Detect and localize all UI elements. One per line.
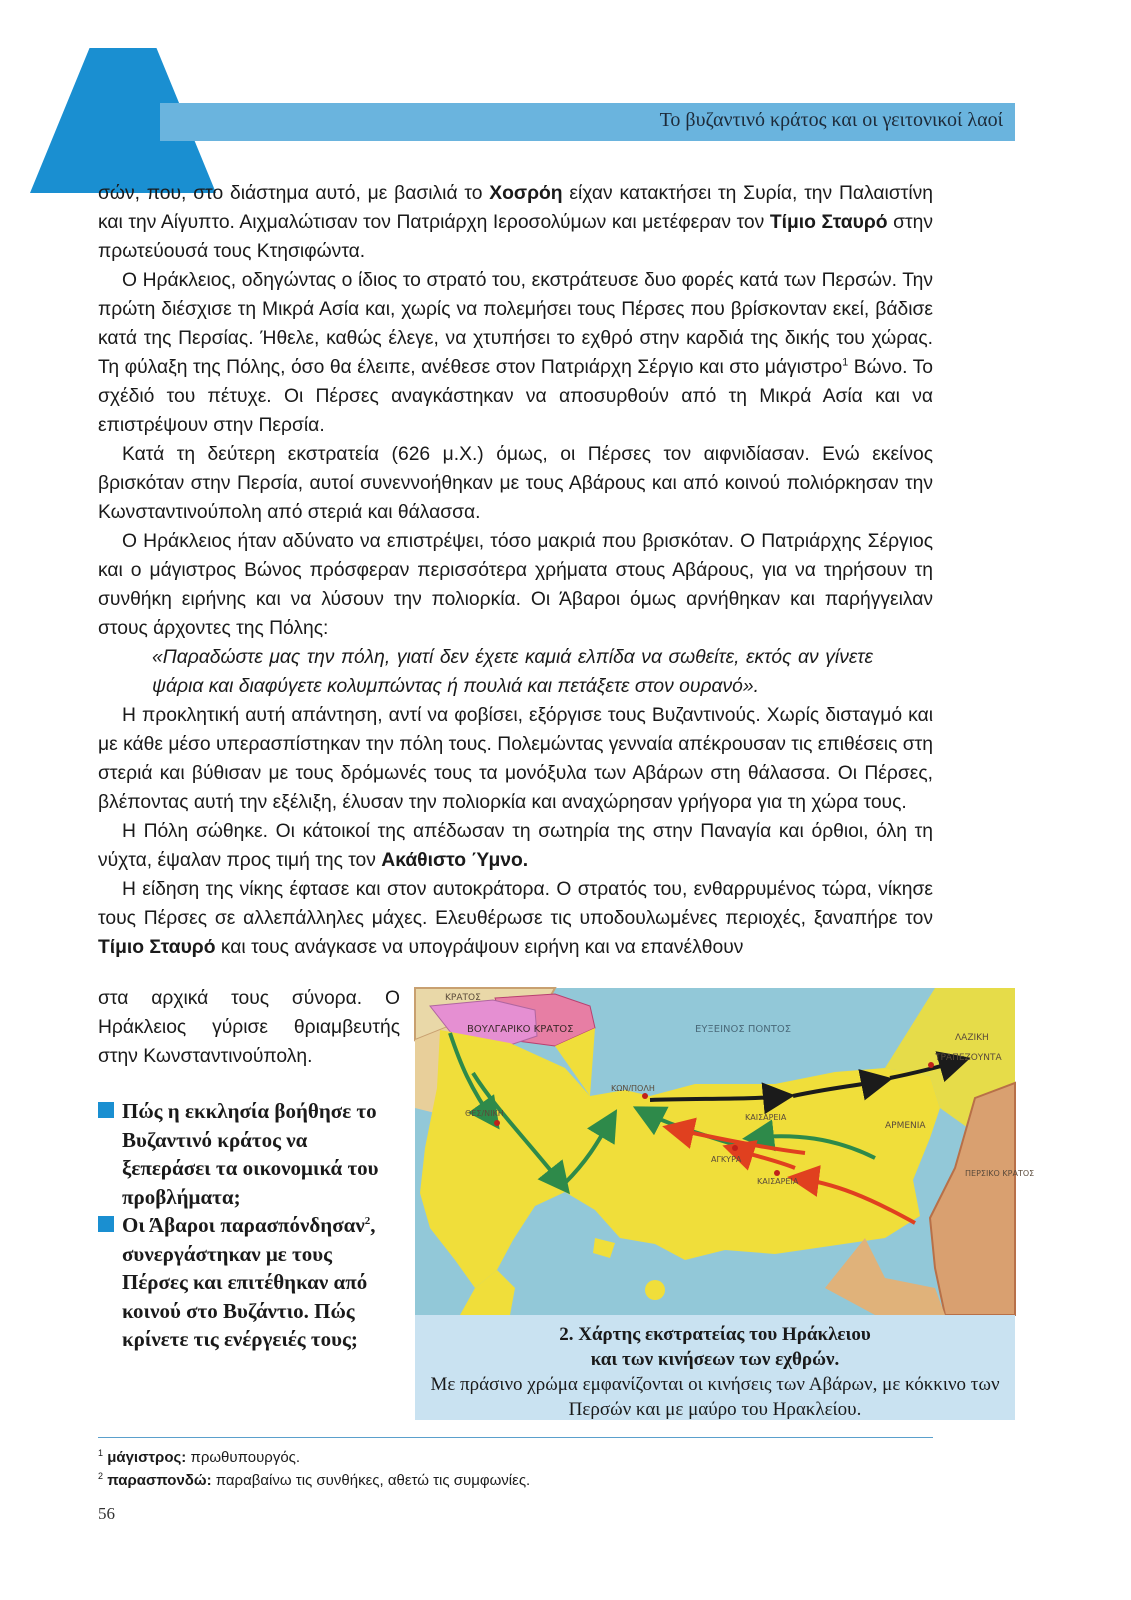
footnote-2: $^2$ παρασπονδώ: παραβαίνω τις συνθήκες, αθετώ τις συμφωνίες. [98,1471,531,1489]
paragraph-6: Η Πόλη σώθηκε. Οι κάτοικοί της απέδωσαν τη σωτηρία της στην Παναγία και όρθιοι, όλη τη νύχτα, έψαλαν προς τιμή της τον Ακάθιστο Ύμνο. [98,821,933,871]
map-caption-title-1: 2. Χάρτης εκστρατείας του Ηράκλειου [559,1324,871,1345]
paragraph-5: Η προκλητική αυτή απάντηση, αντί να φοβίσει, εξόργισε τους Βυζαντινούς. Χωρίς δισταγμό και με κάθε μέσο υπερασπίστηκαν την πόλη τους. Πολεμώντας γενναία απέκρουσαν τις επιθέσεις στη στεριά και βύθισαν με τους δρόμωνές τους τα μονόξυλα των Αβάρων στη θάλασσα. Οι Πέρσες, βλέποντας αυτή την εξέλιξη, έλυσαν την πολιορκία και αναχώρησαν γρήγορα για τη χώρα τους. [98,705,933,813]
avars-quote: «Παραδώστε μας την πόλη, γιατί δεν έχετε καμιά ελπίδα να σωθείτε, εκτός αν γίνετε ψάρια και διαφύγετε κολυμπώντας ή πουλιά και πετάξετε στον ουρανό». [152,647,873,697]
square-bullet-icon [98,1216,114,1232]
map-caption [415,1315,1015,1420]
question-1: Πώς η εκκλησία βοήθησε το Βυζαντινό κράτος να ξεπεράσει τα οικονομικά του προβλήματα; [98,1097,398,1211]
footnotes [98,1446,933,1492]
campaign-map [415,988,1035,1315]
map-label-persiko: ΠΕΡΣΙΚΟ ΚΡΑΤΟΣ [965,1169,1035,1178]
footnote-ref-2: 2 [364,1215,371,1227]
map-label-armenia: ΑΡΜΕΝΙΑ [885,1121,926,1131]
paragraph-2: Ο Ηράκλειος, οδηγώντας ο ίδιος το στρατό του, εκστράτευσε δυο φορές κατά των Περσών. Την πρώτη διέσχισε τη Μικρά Ασία και, χωρίς να πολεμήσει τους Πέρσες που βρίσκονταν εκεί, βάδισε κατά της Περσίας. Ήθελε, καθώς έλεγε, να χτυπήσει το εχθρό στην καρδιά της δικής του χώρας. Τη φύλαξη της Πόλης, όσο θα έλειπε, ανέθεσε στον Πατριάρχη Σέργιο και στο μάγιστρο$^1$ Βώνο. Το σχέδιό του πέτυχε. Οι Πέρσες αναγκάστηκαν να αποσυρθούν από τη Μικρά Ασία και να επιστρέψουν στην Περσία. [98,270,933,436]
square-bullet-icon [98,1102,114,1118]
map-label-ankyra: ΑΓΚΥΡΑ [711,1155,742,1164]
running-header [160,103,1015,141]
map-label-kaisareia-north: ΚΑΙΣΑΡΕΙΑ [745,1113,787,1122]
paragraph-3: Κατά τη δεύτερη εκστρατεία (626 μ.Χ.) όμως, οι Πέρσες τον αιφνιδίασαν. Ενώ εκείνος βρισκόταν στην Περσία, αυτοί συνεννοήθηκαν με τους Αβάρους και από κοινού πολιόρκησαν την Κωνσταντινούπολη από στεριά και θάλασσα. [98,444,933,523]
paragraph-1: σών, που, στο διάστημα αυτό, με βασιλιά το Χοσρόη είχαν κατακτήσει τη Συρία, την Παλαιστίνη και την Αίγυπτο. Αιχμαλώτισαν τον Πατριάρχη Ιεροσολύμων και μετέφεραν τον Τίμιο Σταυρό στην πρωτεύουσά τους Κτησιφώντα. [98,183,933,262]
map-label-kaisareia: ΚΑΙΣΑΡΕΙΑ [757,1177,799,1186]
paragraph-4: Ο Ηράκλειος ήταν αδύνατο να επιστρέψει, τόσο μακριά που βρισκόταν. Ο Πατριάρχης Σέργιος και ο μάγιστρος Βώνος πρόσφεραν περισσότερα χρήματα στους Αβάρους, για να τηρήσουν τη συνθήκη ειρήνης και να λύσουν την πολιορκία. Οι Άβαροι όμως αρνήθηκαν και παρήγγειλαν στους άρχοντες της Πόλης: [98,531,933,639]
map-label-thessaloniki: ΘΕΣ/ΝΙΚΗ [465,1109,504,1118]
map-caption-text: Με πράσινο χρώμα εμφανίζονται οι κινήσεις των Αβάρων, με κόκκινο των Περσών και με μαύρο του Ηρακλείου. [430,1374,1000,1420]
campaign-map-illustration [415,988,1035,1315]
page-number: 56 [98,1504,115,1523]
footnote-ref-1: 1 [842,356,849,369]
review-questions [98,1097,398,1354]
question-2: Οι Άβαροι παρασπόνδησαν$^2$, συνεργάστηκαν με τους Πέρσες και επιτέθηκαν από κοινού στο Βυζάντιο. Πώς κρίνετε τις ενέργειές τους; [98,1211,398,1354]
map-label-bulgarian: ΒΟΥΛΓΑΡΙΚΟ ΚΡΑΤΟΣ [467,1024,574,1035]
map-label-pontos: ΕΥΞΕΙΝΟΣ ΠΟΝΤΟΣ [695,1024,792,1035]
footnote-divider [98,1437,933,1438]
running-header-title: Το βυζαντινό κράτος και οι γειτονικοί λαοί [659,109,1003,131]
map-caption-title-2: και των κινήσεων των εχθρών. [590,1349,840,1370]
map-label-konstantinoupoli: ΚΩΝ/ΠΟΛΗ [611,1084,655,1093]
main-text [98,179,933,962]
map-label-trapezounta: ΤΡΑΠΕΖΟΥΝΤΑ [935,1053,1002,1063]
map-label-lazike: ΛΑΖΙΚΗ [955,1033,989,1043]
footnote-1: $^1$ μάγιστρος: πρωθυπουργός. [98,1448,301,1466]
paragraph-7-continued: στα αρχικά τους σύνορα. Ο Ηράκλειος γύρισε θριαμβευτής στην Κωνσταντινούπολη. [98,988,400,1067]
paragraph-7: Η είδηση της νίκης έφτασε και στον αυτοκράτορα. Ο στρατός του, ενθαρρυμένος τώρα, νίκησε τους Πέρσες σε αλλεπάλληλες μάχες. Ελευθέρωσε τις υποδουλωμένες περιοχές, ξαναπήρε τον Τίμιο Σταυρό και τους ανάγκασε να υπογράψουν ειρήνη και να επανέλθουν [98,879,933,958]
map-label-kratos: ΚΡΑΤΟΣ [445,993,481,1003]
